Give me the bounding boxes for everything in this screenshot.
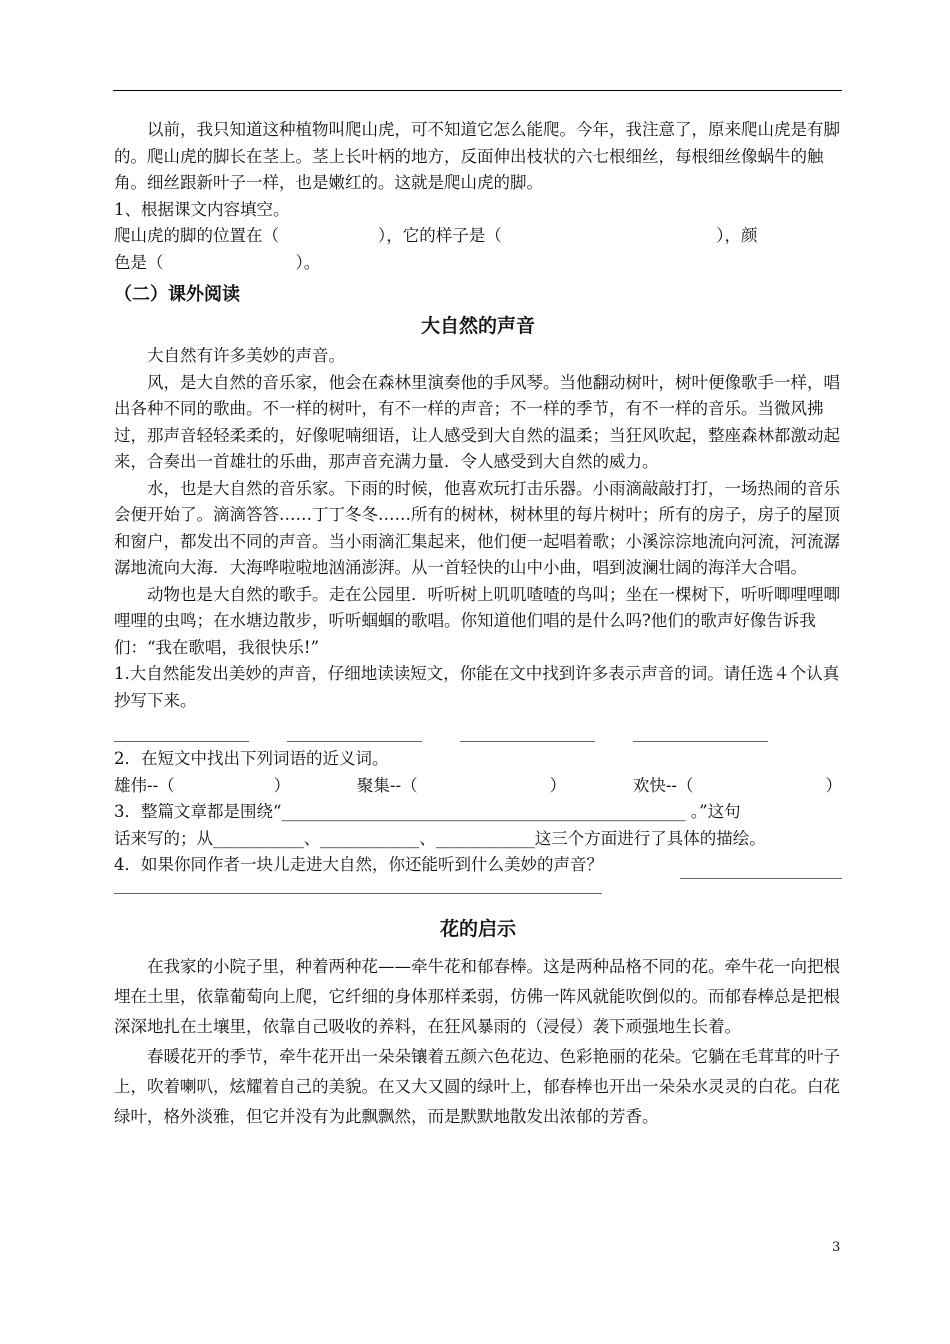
reading1-fill-line-2: 色是（ ）。: [114, 252, 321, 272]
answer-blank[interactable]: [633, 730, 768, 742]
synonym-row: [114, 773, 842, 800]
reading1-question: 1、根据课文内容填空。: [114, 199, 290, 219]
reading1-fill-line-1: 爬山虎的脚的位置在（ ），它的样子是（ ），颜: [114, 226, 758, 245]
page-number: 3: [832, 1240, 841, 1255]
answer-blank[interactable]: [287, 730, 422, 742]
reading1-paragraph: 以前，我只知道这种植物叫爬山虎，可不知道它怎么能爬。今年，我注意了，原来爬山虎是有脚的。爬山虎的脚长在茎上。茎上长叶柄的地方，反面伸出枝状的六七根细丝，每根细丝像蜗牛的触角。细丝跟新叶子一样，也是嫩红的。这就是爬山虎的脚。: [114, 120, 840, 192]
article1-paragraph: 水，也是大自然的音乐家。下雨的时候，他喜欢玩打击乐器。小雨滴敲敲打打，一场热闹的音乐会便开始了。滴滴答答……丁丁冬冬……所有的树林，树林里的每片树叶；所有的房子，房子的屋顶和窗户，都发出不同的声音。当小雨滴汇集起来，他们便一起唱着歌；小溪淙淙地流向河流，河流潺潺地流向大海．大海哗啦啦地汹涌澎湃。从一首轻快的山中小曲，唱到波澜壮阔的海洋大合唱。: [114, 478, 840, 577]
answer-blank[interactable]: [114, 730, 249, 742]
answer-blank[interactable]: [460, 730, 595, 742]
answer-line[interactable]: [114, 879, 602, 894]
article2-paragraph: 在我家的小院子里，种着两种花——牵牛花和郁春棒。这是两种品格不同的花。牵牛花一向把根埋在土里，依靠葡萄向上爬，它纤细的身体那样柔弱，仿佛一阵风就能吹倒似的。而郁春棒总是把根深深地扎在土壤里，依靠自己吸收的养料，在狂风暴雨的（浸侵）袭下顽强地生长着。: [114, 957, 840, 1036]
question-4: 4．如果你同作者一块儿走进大自然，你还能听到什么美妙的声音？: [114, 855, 603, 874]
article1-title: 大自然的声音: [420, 314, 535, 337]
header-rule: [113, 90, 842, 91]
question-3-line-1: 3．整篇文章都是围绕“_________________________________________________ 。”这句: [114, 802, 741, 821]
answer-lines: [114, 730, 842, 742]
answer-blank[interactable]: [680, 864, 842, 879]
question-3-line-2: 话来写的；从___________、____________、____________这三个方面进行了具体的描绘。: [114, 828, 766, 848]
synonym-item: 欢快--（ ）: [632, 775, 842, 795]
question-4-row: [114, 852, 842, 879]
synonym-item: 雄伟--（ ）: [114, 775, 291, 795]
question-1: 1.大自然能发出美妙的声音，仔细地读读短文，你能在文中找到许多表示声音的词。请任选４个认真抄写下来。: [114, 664, 840, 710]
article2-title: 花的启示: [439, 917, 516, 940]
question-2: 2．在短文中找出下列词语的近义词。: [114, 749, 389, 768]
section-heading: （二）课外阅读: [114, 284, 240, 305]
article1-paragraph: 动物也是大自然的歌手。走在公园里．听听树上叽叽喳喳的鸟叫；坐在一棵树下，听听唧哩哩唧哩哩的虫鸣；在水塘边散步，听听蝈蝈的歌唱。你知道他们唱的是什么吗?他们的歌声好像告诉我们：“我在歌唱，我很快乐!”: [114, 584, 840, 657]
page-content: [114, 117, 842, 1132]
article2-paragraph: 春暖花开的季节，牵牛花开出一朵朵镶着五颜六色花边、色彩艳丽的花朵。它躺在毛茸茸的叶子上，吹着喇叭，炫耀着自己的美貌。在又大又圆的绿叶上，郁春棒也开出一朵朵水灵灵的白花。白花绿叶，格外淡雅，但它并没有为此飘飘然，而是默默地散发出浓郁的芳香。: [114, 1047, 840, 1126]
article1-paragraph: 风，是大自然的音乐家，他会在森林里演奏他的手风琴。当他翻动树叶，树叶便像歌手一样，唱出各种不同的歌曲。不一样的树叶，有不一样的声音；不一样的季节，有不一样的音乐。当微风拂过，那声音轻轻柔柔的，好像呢喃细语，让人感受到大自然的温柔；当狂风吹起，整座森林都激动起来，合奏出一首雄壮的乐曲，那声音充满力量．令人感受到大自然的威力。: [114, 372, 840, 471]
article1-paragraph: 大自然有许多美妙的声音。: [147, 346, 345, 365]
synonym-item: 聚集--（ ）: [356, 775, 567, 795]
